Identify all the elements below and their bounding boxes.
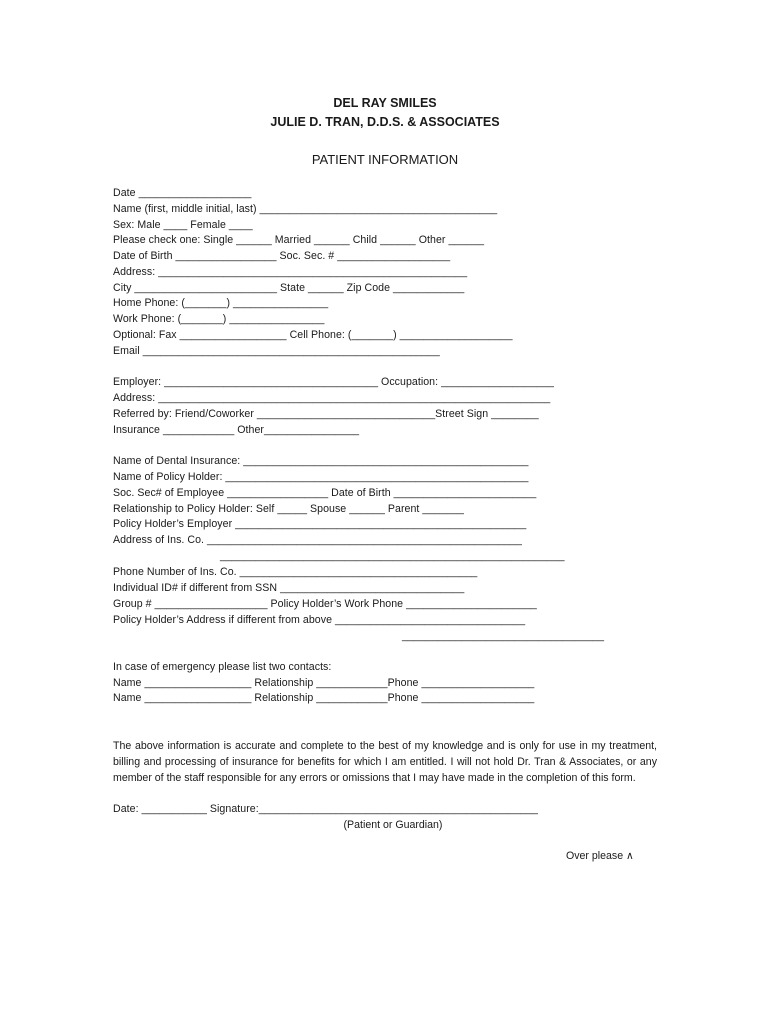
date-signature-field[interactable]: Date: ___________ Signature:_______________________________________________ bbox=[113, 803, 538, 815]
group-work-phone-field[interactable]: Group # ___________________ Policy Holder’s Work Phone ______________________ bbox=[113, 598, 537, 610]
relationship-field[interactable]: Relationship to Policy Holder: Self _____ Spouse ______ Parent _______ bbox=[113, 503, 464, 515]
emergency-contact-2[interactable]: Name __________________ Relationship ____________Phone ___________________ bbox=[113, 692, 535, 704]
form-title: PATIENT INFORMATION bbox=[311, 152, 459, 167]
employer-field[interactable]: Employer: ____________________________________ Occupation: ___________________ bbox=[113, 376, 554, 388]
name-field[interactable]: Name (first, middle initial, last) ________________________________________ bbox=[113, 203, 498, 215]
referred-by-field[interactable]: Referred by: Friend/Coworker ______________________________Street Sign ________ bbox=[113, 408, 539, 420]
ins-company-address-field[interactable]: Address of Ins. Co. _____________________________________________________ bbox=[113, 534, 522, 546]
policy-holder-address-continued[interactable]: __________________________________ bbox=[402, 630, 605, 642]
fax-cell-field[interactable]: Optional: Fax __________________ Cell Phone: (_______) ___________________ bbox=[113, 329, 513, 341]
ins-company-phone-field[interactable]: Phone Number of Ins. Co. ________________________________________ bbox=[113, 566, 478, 578]
dob-ssn-field[interactable]: Date of Birth _________________ Soc. Sec. # ___________________ bbox=[113, 250, 451, 262]
employee-ssn-dob-field[interactable]: Soc. Sec# of Employee _________________ Date of Birth ________________________ bbox=[113, 487, 537, 499]
individual-id-field[interactable]: Individual ID# if different from SSN _______________________________ bbox=[113, 582, 465, 594]
practice-name: DEL RAY SMILES bbox=[333, 96, 437, 110]
ins-company-address-continued[interactable]: __________________________________________________________ bbox=[220, 550, 565, 562]
marital-status-field[interactable]: Please check one: Single ______ Married ______ Child ______ Other ______ bbox=[113, 234, 485, 246]
emergency-contact-1[interactable]: Name __________________ Relationship ____________Phone ___________________ bbox=[113, 677, 535, 689]
policy-holder-name-field[interactable]: Name of Policy Holder: ___________________________________________________ bbox=[113, 471, 529, 483]
consent-statement: The above information is accurate and complete to the best of my knowledge and is only for use in my treatment, billing and processing of insurance for benefits for which I am entitled. I will not hold Dr. Tran & Associates, or any member of the staff responsible for any errors or omissions that I may have made in the completion of this form. bbox=[113, 740, 657, 784]
policy-holder-address-field[interactable]: Policy Holder’s Address if different from above ________________________________ bbox=[113, 614, 526, 626]
over-please-note: Over please ∧ bbox=[566, 850, 634, 862]
date-field[interactable]: Date ___________________ bbox=[113, 187, 252, 199]
sex-field[interactable]: Sex: Male ____ Female ____ bbox=[113, 219, 253, 231]
doctor-name: JULIE D. TRAN, D.D.S. & ASSOCIATES bbox=[270, 115, 500, 129]
policy-holder-employer-field[interactable]: Policy Holder’s Employer _________________________________________________ bbox=[113, 518, 527, 530]
work-phone-field[interactable]: Work Phone: (_______) ________________ bbox=[113, 313, 325, 325]
city-state-zip-field[interactable]: City ________________________ State ______ Zip Code ____________ bbox=[113, 282, 465, 294]
employer-address-field[interactable]: Address: __________________________________________________________________ bbox=[113, 392, 551, 404]
signer-caption: (Patient or Guardian) bbox=[343, 819, 443, 831]
dental-insurance-name-field[interactable]: Name of Dental Insurance: ________________________________________________ bbox=[113, 455, 529, 467]
email-field[interactable]: Email __________________________________________________ bbox=[113, 345, 440, 357]
emergency-intro: In case of emergency please list two contacts: bbox=[113, 661, 332, 673]
address-field[interactable]: Address: ____________________________________________________ bbox=[113, 266, 468, 278]
home-phone-field[interactable]: Home Phone: (_______) ________________ bbox=[113, 297, 329, 309]
insurance-field[interactable]: Insurance ____________ Other________________ bbox=[113, 424, 360, 436]
